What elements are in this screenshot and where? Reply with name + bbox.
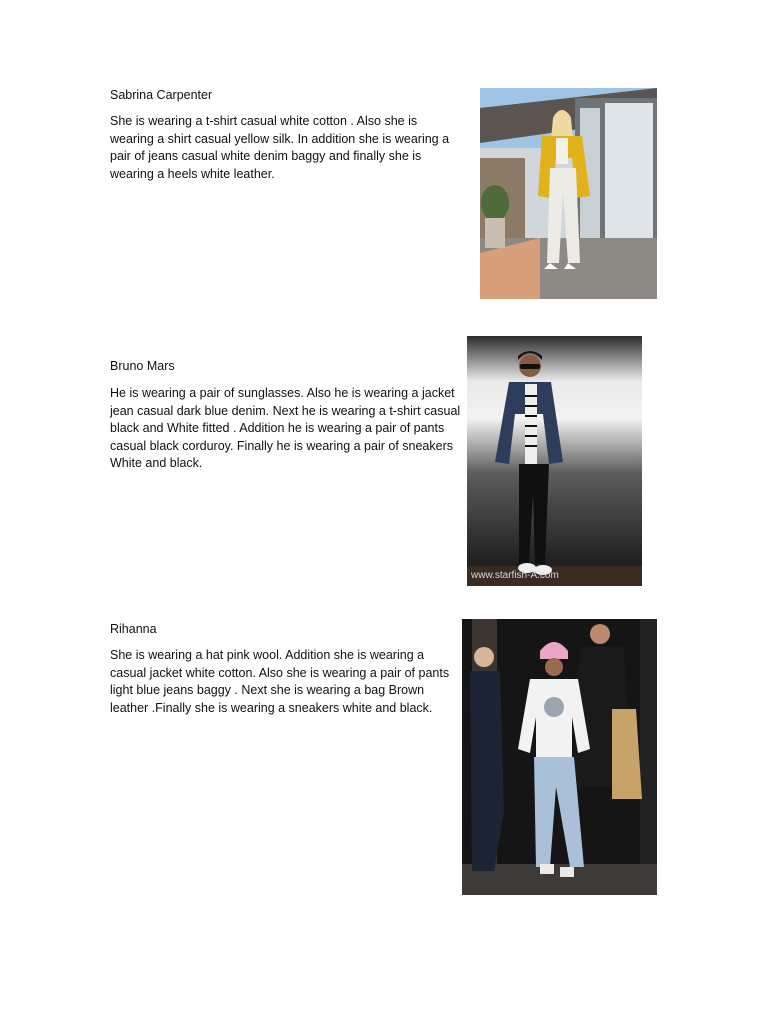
photo-credit: www.starfish-A.com [471, 570, 559, 581]
photo-bruno-mars [467, 336, 642, 586]
entry-name: Rihanna [110, 622, 157, 636]
entry-name: Sabrina Carpenter [110, 88, 213, 102]
photo-rihanna [462, 619, 657, 895]
entry-description: He is wearing a pair of sunglasses. Also he is wearing a jacket jean casual dark blue denim. Next he is wearing a t-shirt casual black and White fitted . Addition he is wearing a pair of pants casual black corduroy. Finally he is wearing a pair of sneakers White and black. [110, 386, 461, 471]
entry-name: Bruno Mars [110, 359, 175, 373]
entry-description: She is wearing a t-shirt casual white cotton . Also she is wearing a shirt casual yellow silk. In addition she is wearing a pair of jeans casual white denim baggy and finally she is wearing a heels white leather. [110, 114, 450, 181]
entry-description: She is wearing a hat pink wool. Addition she is wearing a casual jacket white cotton. Also she is wearing a pair of pants light blue jeans baggy . Next she is wearing a bag Brown leather .Finally she is wearing a sneakers white and black. [110, 648, 450, 715]
photo-sabrina-carpenter [480, 88, 657, 299]
